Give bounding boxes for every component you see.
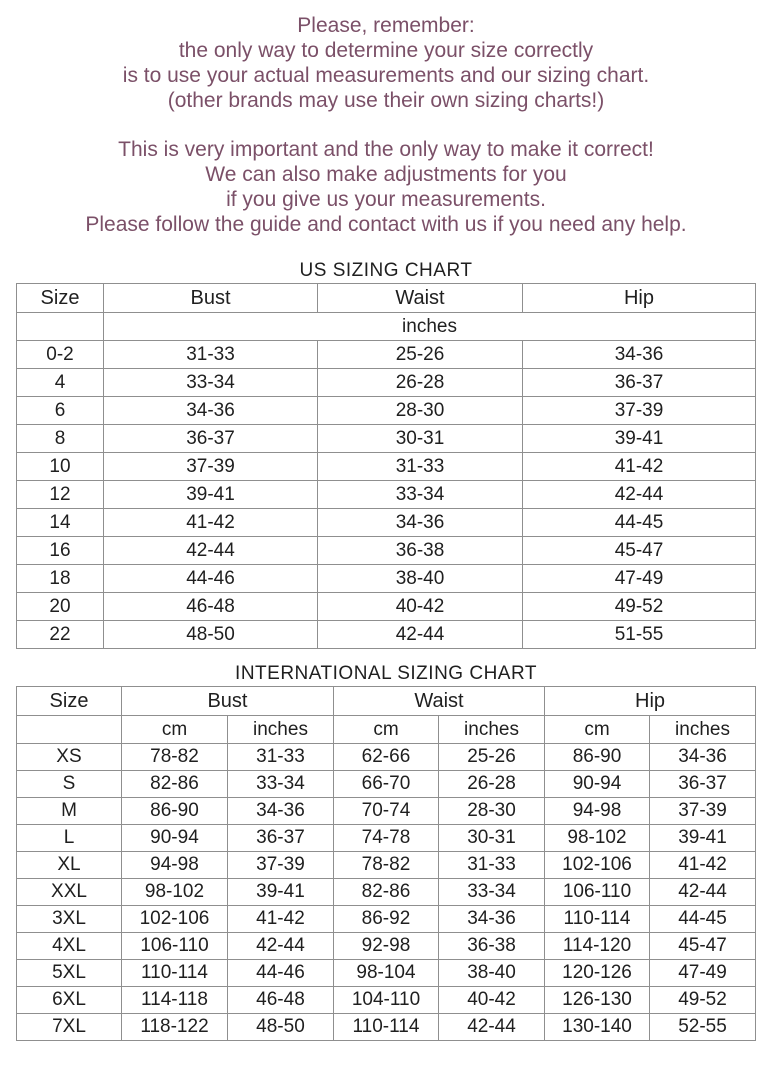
cell-waist-in: 40-42 bbox=[438, 987, 544, 1014]
cell-size: 18 bbox=[17, 565, 104, 593]
table-row bbox=[17, 453, 756, 481]
cell-waist-in: 42-44 bbox=[438, 1014, 544, 1041]
cell-hip-cm: 94-98 bbox=[545, 798, 650, 825]
subcolumn-bust-inches: inches bbox=[227, 716, 333, 744]
cell-waist: 28-30 bbox=[318, 397, 523, 425]
cell-hip-cm: 90-94 bbox=[545, 771, 650, 798]
table-row bbox=[16, 987, 755, 1014]
cell-bust-in: 33-34 bbox=[227, 771, 333, 798]
subcolumn-waist-cm: cm bbox=[333, 716, 438, 744]
cell-hip-cm: 106-110 bbox=[545, 879, 650, 906]
cell-bust-in: 48-50 bbox=[227, 1014, 333, 1041]
cell-size: L bbox=[16, 825, 121, 852]
table-row bbox=[16, 906, 755, 933]
cell-hip-cm: 126-130 bbox=[545, 987, 650, 1014]
cell-bust: 42-44 bbox=[104, 537, 318, 565]
cell-size: 10 bbox=[17, 453, 104, 481]
cell-bust-in: 34-36 bbox=[227, 798, 333, 825]
cell-size: 0-2 bbox=[17, 341, 104, 369]
table-row bbox=[17, 397, 756, 425]
subcolumn-hip-inches: inches bbox=[650, 716, 756, 744]
intro-paragraph-1 bbox=[0, 13, 772, 113]
table-row bbox=[17, 593, 756, 621]
cell-bust-in: 31-33 bbox=[227, 744, 333, 771]
cell-bust: 36-37 bbox=[104, 425, 318, 453]
empty-corner-cell bbox=[16, 716, 121, 744]
intro-section bbox=[0, 0, 772, 237]
cell-size: 14 bbox=[17, 509, 104, 537]
us-table-unit-row bbox=[17, 313, 756, 341]
intro-line: if you give us your measurements. bbox=[226, 188, 546, 211]
table-row bbox=[17, 565, 756, 593]
cell-bust: 33-34 bbox=[104, 369, 318, 397]
cell-waist-in: 30-31 bbox=[438, 825, 544, 852]
cell-waist-cm: 62-66 bbox=[333, 744, 438, 771]
cell-hip: 39-41 bbox=[523, 425, 756, 453]
cell-bust-cm: 94-98 bbox=[121, 852, 227, 879]
cell-bust: 39-41 bbox=[104, 481, 318, 509]
cell-bust-cm: 118-122 bbox=[121, 1014, 227, 1041]
cell-size: 20 bbox=[17, 593, 104, 621]
column-header-hip: Hip bbox=[545, 687, 756, 716]
cell-bust-in: 44-46 bbox=[227, 960, 333, 987]
cell-hip: 51-55 bbox=[523, 621, 756, 649]
us-sizing-table bbox=[16, 283, 756, 649]
cell-bust-cm: 98-102 bbox=[121, 879, 227, 906]
cell-waist: 26-28 bbox=[318, 369, 523, 397]
cell-size: 5XL bbox=[16, 960, 121, 987]
cell-hip-in: 49-52 bbox=[650, 987, 756, 1014]
cell-waist-cm: 104-110 bbox=[333, 987, 438, 1014]
cell-waist-in: 25-26 bbox=[438, 744, 544, 771]
cell-hip-in: 42-44 bbox=[650, 879, 756, 906]
cell-hip-cm: 130-140 bbox=[545, 1014, 650, 1041]
cell-waist-in: 33-34 bbox=[438, 879, 544, 906]
cell-size: 7XL bbox=[16, 1014, 121, 1041]
cell-hip: 44-45 bbox=[523, 509, 756, 537]
intl-sizing-table bbox=[16, 686, 756, 1041]
unit-label: inches bbox=[104, 313, 756, 341]
cell-waist-cm: 70-74 bbox=[333, 798, 438, 825]
table-row bbox=[17, 621, 756, 649]
cell-hip-in: 45-47 bbox=[650, 933, 756, 960]
table-row bbox=[16, 825, 755, 852]
cell-hip-in: 44-45 bbox=[650, 906, 756, 933]
table-row bbox=[17, 481, 756, 509]
column-header-waist: Waist bbox=[318, 284, 523, 313]
cell-hip-cm: 114-120 bbox=[545, 933, 650, 960]
cell-hip-cm: 110-114 bbox=[545, 906, 650, 933]
cell-bust: 44-46 bbox=[104, 565, 318, 593]
cell-size: 6XL bbox=[16, 987, 121, 1014]
cell-waist: 42-44 bbox=[318, 621, 523, 649]
table-row bbox=[16, 933, 755, 960]
intl-table-unit-row bbox=[16, 716, 755, 744]
subcolumn-hip-cm: cm bbox=[545, 716, 650, 744]
subcolumn-waist-inches: inches bbox=[438, 716, 544, 744]
column-header-size: Size bbox=[17, 284, 104, 313]
cell-hip: 37-39 bbox=[523, 397, 756, 425]
cell-hip-in: 34-36 bbox=[650, 744, 756, 771]
cell-bust: 34-36 bbox=[104, 397, 318, 425]
cell-hip: 49-52 bbox=[523, 593, 756, 621]
cell-waist: 33-34 bbox=[318, 481, 523, 509]
table-row bbox=[17, 341, 756, 369]
cell-waist-in: 36-38 bbox=[438, 933, 544, 960]
cell-waist: 30-31 bbox=[318, 425, 523, 453]
intro-line: Please follow the guide and contact with us if you need any help. bbox=[85, 213, 687, 236]
intl-chart-title: INTERNATIONAL SIZING CHART bbox=[235, 663, 537, 684]
cell-waist-in: 31-33 bbox=[438, 852, 544, 879]
cell-bust-cm: 106-110 bbox=[121, 933, 227, 960]
column-header-bust: Bust bbox=[104, 284, 318, 313]
cell-waist-cm: 78-82 bbox=[333, 852, 438, 879]
cell-bust: 41-42 bbox=[104, 509, 318, 537]
table-row bbox=[16, 798, 755, 825]
table-row bbox=[16, 852, 755, 879]
cell-waist: 36-38 bbox=[318, 537, 523, 565]
cell-waist: 38-40 bbox=[318, 565, 523, 593]
subcolumn-bust-cm: cm bbox=[121, 716, 227, 744]
cell-size: XXL bbox=[16, 879, 121, 906]
cell-size: 12 bbox=[17, 481, 104, 509]
cell-bust-cm: 86-90 bbox=[121, 798, 227, 825]
us-table-header-row bbox=[17, 284, 756, 313]
cell-waist-in: 28-30 bbox=[438, 798, 544, 825]
table-row bbox=[16, 1014, 755, 1041]
column-header-hip: Hip bbox=[523, 284, 756, 313]
cell-bust-cm: 114-118 bbox=[121, 987, 227, 1014]
cell-size: 4 bbox=[17, 369, 104, 397]
cell-hip: 36-37 bbox=[523, 369, 756, 397]
cell-hip: 34-36 bbox=[523, 341, 756, 369]
intl-table-header-row bbox=[16, 687, 755, 716]
cell-size: M bbox=[16, 798, 121, 825]
cell-hip: 42-44 bbox=[523, 481, 756, 509]
empty-corner-cell bbox=[17, 313, 104, 341]
cell-waist-in: 38-40 bbox=[438, 960, 544, 987]
cell-bust-cm: 78-82 bbox=[121, 744, 227, 771]
cell-bust: 31-33 bbox=[104, 341, 318, 369]
us-chart-title: US SIZING CHART bbox=[299, 260, 473, 281]
cell-bust: 48-50 bbox=[104, 621, 318, 649]
cell-size: 3XL bbox=[16, 906, 121, 933]
table-row bbox=[17, 509, 756, 537]
cell-waist: 34-36 bbox=[318, 509, 523, 537]
intro-line: the only way to determine your size correctly bbox=[178, 39, 594, 62]
cell-bust-cm: 90-94 bbox=[121, 825, 227, 852]
intro-paragraph-2 bbox=[0, 137, 772, 237]
intro-line: (other brands may use their own sizing charts!) bbox=[167, 89, 605, 112]
cell-waist: 25-26 bbox=[318, 341, 523, 369]
cell-waist: 31-33 bbox=[318, 453, 523, 481]
cell-bust-in: 46-48 bbox=[227, 987, 333, 1014]
cell-bust-in: 37-39 bbox=[227, 852, 333, 879]
cell-waist-cm: 92-98 bbox=[333, 933, 438, 960]
table-row bbox=[16, 771, 755, 798]
cell-hip-in: 52-55 bbox=[650, 1014, 756, 1041]
cell-waist-in: 26-28 bbox=[438, 771, 544, 798]
table-row bbox=[16, 879, 755, 906]
cell-waist-in: 34-36 bbox=[438, 906, 544, 933]
cell-size: 8 bbox=[17, 425, 104, 453]
cell-hip-cm: 120-126 bbox=[545, 960, 650, 987]
cell-hip-in: 36-37 bbox=[650, 771, 756, 798]
cell-bust: 37-39 bbox=[104, 453, 318, 481]
cell-waist-cm: 110-114 bbox=[333, 1014, 438, 1041]
column-header-size: Size bbox=[16, 687, 121, 716]
intro-line: Please, remember: bbox=[297, 14, 475, 37]
intro-line: We can also make adjustments for you bbox=[205, 163, 567, 186]
cell-bust: 46-48 bbox=[104, 593, 318, 621]
cell-waist-cm: 82-86 bbox=[333, 879, 438, 906]
cell-waist-cm: 74-78 bbox=[333, 825, 438, 852]
cell-hip-in: 47-49 bbox=[650, 960, 756, 987]
cell-waist-cm: 98-104 bbox=[333, 960, 438, 987]
cell-bust-in: 41-42 bbox=[227, 906, 333, 933]
cell-bust-in: 42-44 bbox=[227, 933, 333, 960]
cell-waist-cm: 86-92 bbox=[333, 906, 438, 933]
cell-hip: 41-42 bbox=[523, 453, 756, 481]
intro-line: This is very important and the only way to make it correct! bbox=[118, 138, 654, 161]
cell-size: 22 bbox=[17, 621, 104, 649]
cell-size: 16 bbox=[17, 537, 104, 565]
cell-bust-cm: 102-106 bbox=[121, 906, 227, 933]
column-header-bust: Bust bbox=[121, 687, 333, 716]
cell-hip: 45-47 bbox=[523, 537, 756, 565]
intl-table-body bbox=[16, 744, 755, 1041]
cell-hip: 47-49 bbox=[523, 565, 756, 593]
intro-line: is to use your actual measurements and our sizing chart. bbox=[122, 64, 650, 87]
cell-hip-cm: 102-106 bbox=[545, 852, 650, 879]
cell-size: XS bbox=[16, 744, 121, 771]
cell-hip-in: 37-39 bbox=[650, 798, 756, 825]
us-table-body bbox=[17, 341, 756, 649]
table-row bbox=[17, 425, 756, 453]
cell-hip-cm: 86-90 bbox=[545, 744, 650, 771]
cell-size: 4XL bbox=[16, 933, 121, 960]
table-row bbox=[17, 537, 756, 565]
cell-bust-in: 39-41 bbox=[227, 879, 333, 906]
cell-bust-cm: 82-86 bbox=[121, 771, 227, 798]
cell-bust-in: 36-37 bbox=[227, 825, 333, 852]
table-row bbox=[16, 744, 755, 771]
table-row bbox=[17, 369, 756, 397]
cell-size: XL bbox=[16, 852, 121, 879]
cell-size: S bbox=[16, 771, 121, 798]
cell-waist-cm: 66-70 bbox=[333, 771, 438, 798]
cell-hip-cm: 98-102 bbox=[545, 825, 650, 852]
cell-size: 6 bbox=[17, 397, 104, 425]
cell-waist: 40-42 bbox=[318, 593, 523, 621]
table-row bbox=[16, 960, 755, 987]
column-header-waist: Waist bbox=[333, 687, 544, 716]
cell-hip-in: 39-41 bbox=[650, 825, 756, 852]
cell-bust-cm: 110-114 bbox=[121, 960, 227, 987]
cell-hip-in: 41-42 bbox=[650, 852, 756, 879]
